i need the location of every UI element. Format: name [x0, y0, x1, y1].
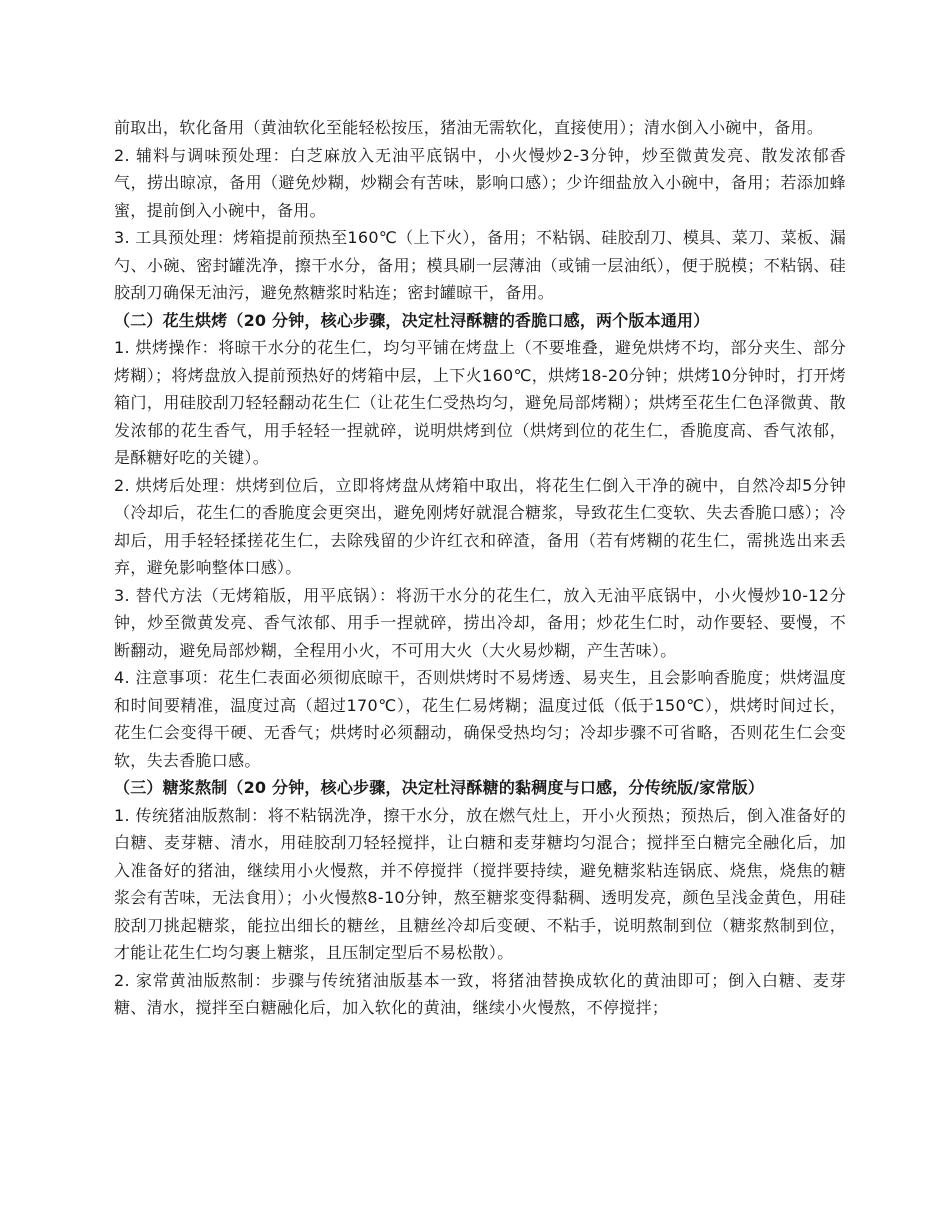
paragraph: 1. 传统猪油版熬制：将不粘锅洗净，擦干水分，放在燃气灶上，开小火预热；预热后，倒入准备好的白糖、麦芽糖、清水，用硅胶刮刀轻轻搅拌，让白糖和麦芽糖均匀混合；搅拌至白糖完全融化后，加入准备好的猪油，继续用小火慢熬，并不停搅拌（搅拌要持续，避免糖浆粘连锅底、烧焦，烧焦的糖浆会有苦味，无法食用）；小火慢熬8-10分钟，熬至糖浆变得黏稠、透明发亮，颜色呈浅金黄色，用硅胶刮刀挑起糖浆，能拉出细长的糖丝，且糖丝冷却后变硬、不粘手，说明熬制到位（糖浆熬制到位，才能让花生仁均匀裹上糖浆，且压制定型后不易松散）。 — [114, 805, 846, 962]
paragraph: 2. 辅料与调味预处理：白芝麻放入无油平底锅中，小火慢炒2-3分钟，炒至微黄发亮、散发浓郁香气，捞出晾凉，备用（避免炒糊，炒糊会有苦味，影响口感）；少许细盐放入小碗中，备用；若添加蜂蜜，提前倒入小碗中，备用。 — [114, 145, 846, 220]
paragraph: 4. 注意事项：花生仁表面必须彻底晾干，否则烘烤时不易烤透、易夹生，且会影响香脆度；烘烤温度和时间要精准，温度过高（超过170℃），花生仁易烤糊；温度过低（低于150℃），烘烤时间过长，花生仁会变得干硬、无香气；烘烤时必须翻动，确保受热均匀；冷却步骤不可省略，否则花生仁会变软，失去香脆口感。 — [114, 668, 846, 770]
paragraph: 3. 替代方法（无烤箱版，用平底锅）：将沥干水分的花生仁，放入无油平底锅中，小火慢炒10-12分钟，炒至微黄发亮、香气浓郁、用手一捏就碎，捞出冷却，备用；炒花生仁时，动作要轻、要慢，不断翻动，避免局部炒糊，全程用小火，不可用大火（大火易炒糊，产生苦味）。 — [114, 585, 846, 660]
paragraph: 2. 烘烤后处理：烘烤到位后，立即将烤盘从烤箱中取出，将花生仁倒入干净的碗中，自然冷却5分钟（冷却后，花生仁的香脆度会更突出，避免刚烤好就混合糖浆，导致花生仁变软、失去香脆口感）；冷却后，用手轻轻揉搓花生仁，去除残留的少许红衣和碎渣，备用（若有烤糊的花生仁，需挑选出来丢弃，避免影响整体口感）。 — [114, 475, 846, 577]
section-heading: （三）糖浆熬制（20 分钟，核心步骤，决定杜浔酥糖的黏稠度与口感，分传统版/家常版） — [114, 778, 765, 797]
paragraph: 3. 工具预处理：烤箱提前预热至160℃（上下火），备用；不粘锅、硅胶刮刀、模具、菜刀、菜板、漏勺、小碗、密封罐洗净，擦干水分，备用；模具刷一层薄油（或铺一层油纸），便于脱模；不粘锅、硅胶刮刀确保无油污，避免熬糖浆时粘连；密封罐晾干，备用。 — [114, 228, 846, 302]
paragraph: 1. 烘烤操作：将晾干水分的花生仁，均匀平铺在烤盘上（不要堆叠，避免烘烤不均，部分夹生、部分烤糊）；将烤盘放入提前预热好的烤箱中层，上下火160℃，烘烤18-20分钟；烘烤10分钟时，打开烤箱门，用硅胶刮刀轻轻翻动花生仁（让花生仁受热均匀，避免局部烤糊）；烘烤至花生仁色泽微黄、散发浓郁的花生香气，用手轻轻一捏就碎，说明烘烤到位（烘烤到位的花生仁，香脆度高、香气浓郁，是酥糖好吃的关键）。 — [114, 338, 846, 467]
paragraph: 前取出，软化备用（黄油软化至能轻松按压，猪油无需软化，直接使用）；清水倒入小碗中，备用。 — [114, 118, 824, 137]
document-body — [114, 114, 846, 1022]
section-heading: （二）花生烘烤（20 分钟，核心步骤，决定杜浔酥糖的香脆口感，两个版本通用） — [114, 310, 710, 330]
paragraph: 2. 家常黄油版熬制：步骤与传统猪油版基本一致，将猪油替换成软化的黄油即可；倒入白糖、麦芽糖、清水，搅拌至白糖融化后，加入软化的黄油，继续小火慢熬，不停搅拌； — [114, 970, 846, 1017]
